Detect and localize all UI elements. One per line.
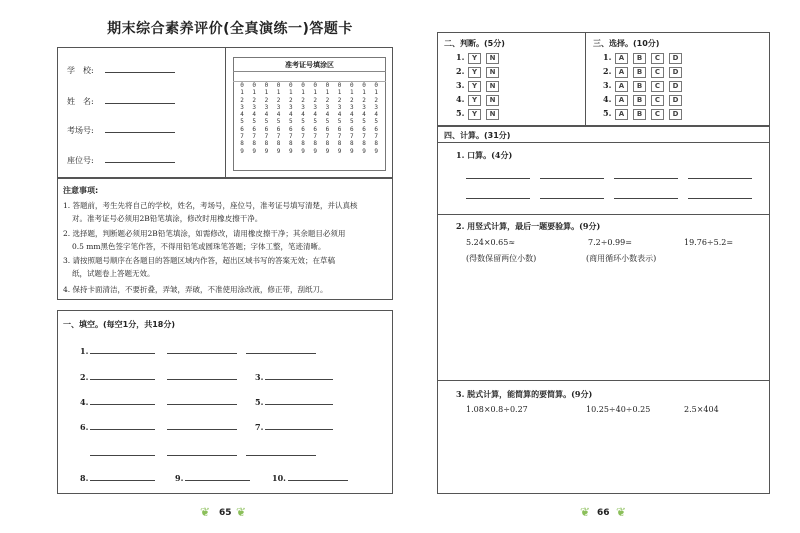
digit-column[interactable] xyxy=(236,82,248,155)
digit-bubble[interactable]: 1 xyxy=(276,89,281,97)
digit-bubble[interactable]: 0 xyxy=(276,82,281,89)
digit-bubble[interactable]: 7 xyxy=(264,133,269,141)
judge-option-y[interactable]: Y xyxy=(468,53,481,64)
admission-write-row xyxy=(233,72,386,82)
digit-bubble[interactable]: 9 xyxy=(252,147,256,155)
judge-row xyxy=(456,80,504,92)
digit-column[interactable] xyxy=(248,82,260,155)
choice-option-c[interactable]: C xyxy=(651,95,664,106)
digit-bubble[interactable]: 3 xyxy=(240,103,244,111)
digit-bubble[interactable]: 1 xyxy=(349,89,354,97)
digit-bubble[interactable]: 6 xyxy=(264,125,269,133)
digit-bubble[interactable]: 8 xyxy=(362,140,366,148)
blank-number: 6. xyxy=(80,422,89,432)
notice-line: 3. 请按照题号顺序在各题目的答题区域内作答，超出区域书写的答案无效；在草稿 xyxy=(63,256,336,265)
blank-answer[interactable] xyxy=(288,480,348,481)
digit-bubble[interactable]: 3 xyxy=(337,103,342,111)
blank-answer[interactable] xyxy=(90,480,155,481)
digit-bubble[interactable]: 5 xyxy=(252,118,256,126)
digit-bubble[interactable]: 0 xyxy=(240,82,244,89)
judge-row xyxy=(456,66,504,78)
oral-answer[interactable] xyxy=(540,178,604,179)
digit-bubble[interactable]: 2 xyxy=(313,96,317,104)
blank-answer[interactable] xyxy=(90,353,155,354)
judge-option-y[interactable]: Y xyxy=(468,67,481,78)
digit-bubble[interactable]: 8 xyxy=(276,140,281,148)
digit-bubble[interactable]: 9 xyxy=(240,147,244,155)
notice-line: 4. 保持卡面清洁，不要折叠，弄皱，弄破，不准使用涂改液，修正带，刮纸刀。 xyxy=(63,285,328,294)
judge-row-number: 5. xyxy=(456,108,465,118)
digit-bubble[interactable]: 2 xyxy=(240,96,244,104)
digit-bubble[interactable]: 1 xyxy=(313,89,317,97)
school-field[interactable] xyxy=(105,72,175,73)
judge-row-number: 2. xyxy=(456,66,465,76)
judge-option-n[interactable]: N xyxy=(486,53,499,64)
digit-bubble[interactable]: 9 xyxy=(313,147,317,155)
digit-bubble[interactable]: 2 xyxy=(374,96,378,104)
digit-bubble[interactable]: 5 xyxy=(362,118,366,126)
choice-option-a[interactable]: A xyxy=(615,109,628,120)
digit-bubble[interactable]: 9 xyxy=(276,147,281,155)
oral-answer[interactable] xyxy=(688,178,752,179)
digit-column[interactable] xyxy=(334,82,346,155)
digit-bubble[interactable]: 9 xyxy=(264,147,269,155)
digit-bubble[interactable]: 7 xyxy=(337,133,342,141)
digit-bubble[interactable]: 6 xyxy=(301,125,305,133)
digit-bubble[interactable]: 1 xyxy=(362,89,366,97)
digit-bubble[interactable]: 3 xyxy=(374,103,378,111)
blank-answer[interactable] xyxy=(167,429,237,430)
digit-bubble[interactable]: 7 xyxy=(374,133,378,141)
name-label: 姓 名: xyxy=(67,97,94,106)
digit-bubble[interactable]: 6 xyxy=(349,125,354,133)
digit-bubble[interactable]: 9 xyxy=(288,147,293,155)
vertical-calc-item: 19.76÷5.2= xyxy=(684,238,734,247)
digit-bubble[interactable]: 0 xyxy=(313,82,317,89)
notice-line: 对。准考证号必须用2B铅笔填涂，修改时用橡皮擦干净。 xyxy=(72,214,263,223)
digit-bubble[interactable]: 7 xyxy=(313,133,317,141)
calc-rule xyxy=(437,380,770,381)
blank-number: 8. xyxy=(80,473,89,483)
digit-bubble[interactable]: 9 xyxy=(362,147,366,155)
oral-answer[interactable] xyxy=(614,198,678,199)
digit-bubble[interactable]: 1 xyxy=(325,89,330,97)
seat-field[interactable] xyxy=(105,162,175,163)
notice-line: 2. 选择题，判断题必须用2B铅笔填涂，如需修改，请用橡皮擦干净；其余题目必须用 xyxy=(63,229,346,238)
leaf-icon: ❦ xyxy=(616,505,627,519)
choice-option-b[interactable]: B xyxy=(633,67,646,78)
oral-answer[interactable] xyxy=(540,198,604,199)
name-field[interactable] xyxy=(105,103,175,104)
choice-row xyxy=(603,80,687,92)
judge-row xyxy=(456,52,504,64)
digit-bubble[interactable]: 6 xyxy=(240,125,244,133)
digit-bubble[interactable]: 2 xyxy=(325,96,330,104)
room-label: 考场号: xyxy=(67,126,94,135)
digit-bubble[interactable]: 7 xyxy=(349,133,354,141)
choice-option-b[interactable]: B xyxy=(633,95,646,106)
digit-bubble[interactable]: 5 xyxy=(313,118,317,126)
digit-bubble[interactable]: 4 xyxy=(252,111,256,119)
digit-bubble[interactable]: 6 xyxy=(374,125,378,133)
choice-option-c[interactable]: C xyxy=(651,67,664,78)
calc-section xyxy=(437,126,770,494)
calc-rule xyxy=(437,142,770,143)
digit-bubble[interactable]: 8 xyxy=(301,140,305,148)
digit-bubble[interactable]: 2 xyxy=(288,96,293,104)
digit-bubble[interactable]: 4 xyxy=(374,111,378,119)
digit-bubble[interactable]: 0 xyxy=(337,82,342,89)
digit-bubble[interactable]: 3 xyxy=(362,103,366,111)
blank-answer[interactable] xyxy=(90,404,155,405)
blank-number: 1. xyxy=(80,346,89,356)
notice-line: 纸，试题卷上答题无效。 xyxy=(72,269,155,278)
judge-row-number: 3. xyxy=(456,80,465,90)
blank-answer[interactable] xyxy=(265,404,333,405)
judge-option-n[interactable]: N xyxy=(486,109,499,120)
info-divider xyxy=(225,47,226,178)
calc-rule xyxy=(437,214,770,215)
choice-option-b[interactable]: B xyxy=(633,109,646,120)
digit-bubble[interactable]: 4 xyxy=(240,111,244,119)
digit-bubble[interactable]: 8 xyxy=(374,140,378,148)
choice-option-a[interactable]: A xyxy=(615,95,628,106)
digit-bubble[interactable]: 5 xyxy=(337,118,342,126)
digit-bubble[interactable]: 7 xyxy=(252,133,256,141)
digit-bubble[interactable]: 1 xyxy=(252,89,256,97)
digit-bubble[interactable]: 6 xyxy=(337,125,342,133)
digit-bubble[interactable]: 1 xyxy=(288,89,293,97)
choice-row xyxy=(603,52,687,64)
blank-answer[interactable] xyxy=(167,404,237,405)
blank-answer[interactable] xyxy=(167,353,237,354)
blank-answer[interactable] xyxy=(185,480,250,481)
judge-option-y[interactable]: Y xyxy=(468,109,481,120)
stepwise-calc-item: 2.5×404 xyxy=(684,405,719,414)
digit-bubble[interactable]: 3 xyxy=(325,103,330,111)
digit-column[interactable] xyxy=(358,82,370,155)
choice-option-d[interactable]: D xyxy=(669,81,682,92)
judge-choice-divider xyxy=(585,32,586,126)
digit-bubble[interactable]: 3 xyxy=(288,103,293,111)
leaf-icon: ❦ xyxy=(236,505,247,519)
blank-number: 9. xyxy=(175,473,184,483)
digit-bubble[interactable]: 7 xyxy=(325,133,330,141)
choice-row xyxy=(603,66,687,78)
choice-option-a[interactable]: A xyxy=(615,67,628,78)
digit-bubble[interactable]: 0 xyxy=(362,82,366,89)
digit-bubble[interactable]: 7 xyxy=(288,133,293,141)
digit-column[interactable] xyxy=(370,82,382,155)
digit-bubble[interactable]: 8 xyxy=(240,140,244,148)
digit-bubble[interactable]: 1 xyxy=(240,89,244,97)
digit-bubble[interactable]: 0 xyxy=(264,82,269,89)
digit-bubble[interactable]: 4 xyxy=(337,111,342,119)
leaf-icon: ❦ xyxy=(580,505,591,519)
digit-bubble[interactable]: 0 xyxy=(252,82,256,89)
admission-zone-title: 准考证号填涂区 xyxy=(285,61,334,69)
seat-label: 座位号: xyxy=(67,156,94,165)
digit-column[interactable] xyxy=(297,82,309,155)
oral-answer[interactable] xyxy=(466,178,530,179)
digit-bubble[interactable]: 5 xyxy=(325,118,330,126)
digit-bubble[interactable]: 2 xyxy=(337,96,342,104)
digit-bubble[interactable]: 8 xyxy=(349,140,354,148)
judge-row-number: 1. xyxy=(456,52,465,62)
digit-bubble[interactable]: 7 xyxy=(240,133,244,141)
page-number-right: 66 xyxy=(597,508,610,518)
page-number-left: 65 xyxy=(219,508,232,518)
blank-number: 5. xyxy=(255,397,264,407)
digit-bubble[interactable]: 6 xyxy=(362,125,366,133)
digit-bubble[interactable]: 2 xyxy=(362,96,366,104)
choice-option-b[interactable]: B xyxy=(633,53,646,64)
judge-option-n[interactable]: N xyxy=(486,81,499,92)
choice-option-a[interactable]: A xyxy=(615,81,628,92)
digit-bubble[interactable]: 0 xyxy=(288,82,293,89)
digit-bubble[interactable]: 7 xyxy=(301,133,305,141)
digit-column[interactable] xyxy=(321,82,333,155)
choice-row-number: 3. xyxy=(603,80,612,90)
digit-bubble[interactable]: 8 xyxy=(288,140,293,148)
digit-bubble[interactable]: 8 xyxy=(252,140,256,148)
fill-blank-heading: 一、填空。(每空1分，共18分) xyxy=(63,320,176,329)
judge-row-number: 4. xyxy=(456,94,465,104)
choice-row-number: 4. xyxy=(603,94,612,104)
digit-bubble[interactable]: 8 xyxy=(264,140,269,148)
digit-bubble[interactable]: 9 xyxy=(349,147,354,155)
vertical-calc-item: 5.24×0.65≈ xyxy=(466,238,516,247)
digit-bubble[interactable]: 8 xyxy=(337,140,342,148)
oral-answer[interactable] xyxy=(614,178,678,179)
digit-bubble[interactable]: 2 xyxy=(276,96,281,104)
digit-bubble[interactable]: 7 xyxy=(276,133,281,141)
digit-bubble[interactable]: 4 xyxy=(325,111,330,119)
oral-answer[interactable] xyxy=(466,198,530,199)
vertical-calc-note: (得数保留两位小数) xyxy=(466,254,537,263)
digit-bubble[interactable]: 2 xyxy=(264,96,269,104)
digit-bubble[interactable]: 5 xyxy=(301,118,305,126)
digit-bubble[interactable]: 4 xyxy=(276,111,281,119)
digit-column[interactable] xyxy=(273,82,285,155)
digit-bubble[interactable]: 9 xyxy=(337,147,342,155)
choice-option-d[interactable]: D xyxy=(669,53,682,64)
blank-answer[interactable] xyxy=(167,379,237,380)
judge-option-y[interactable]: Y xyxy=(468,95,481,106)
choice-option-a[interactable]: A xyxy=(615,53,628,64)
digit-bubble[interactable]: 4 xyxy=(362,111,366,119)
room-field[interactable] xyxy=(105,132,175,133)
digit-bubble[interactable]: 4 xyxy=(288,111,293,119)
digit-bubble[interactable]: 0 xyxy=(301,82,305,89)
stepwise-calc-item: 10.25÷40÷0.25 xyxy=(586,405,651,414)
judge-option-n[interactable]: N xyxy=(486,95,499,106)
digit-bubble[interactable]: 0 xyxy=(349,82,354,89)
digit-bubble[interactable]: 3 xyxy=(276,103,281,111)
judge-heading: 二、判断。(5分) xyxy=(444,39,505,48)
blank-number: 10. xyxy=(272,473,286,483)
digit-bubble[interactable]: 6 xyxy=(276,125,281,133)
digit-bubble[interactable]: 6 xyxy=(325,125,330,133)
digit-bubble[interactable]: 7 xyxy=(362,133,366,141)
choice-option-c[interactable]: C xyxy=(651,81,664,92)
digit-column[interactable] xyxy=(260,82,272,155)
calc-heading: 四、计算。(31分) xyxy=(444,131,511,140)
page-title: 期末综合素养评价(全真演练一)答题卡 xyxy=(107,21,353,37)
digit-bubble[interactable]: 3 xyxy=(349,103,354,111)
blank-number: 4. xyxy=(80,397,89,407)
oral-calc-question: 1. 口算。(4分) xyxy=(456,150,513,160)
vertical-calc-note: (商用循环小数表示) xyxy=(586,254,657,263)
choice-row xyxy=(603,108,687,120)
digit-bubble[interactable]: 0 xyxy=(325,82,330,89)
judge-row xyxy=(456,108,504,120)
blank-answer[interactable] xyxy=(265,379,333,380)
digit-bubble[interactable]: 5 xyxy=(276,118,281,126)
digit-bubble[interactable]: 8 xyxy=(325,140,330,148)
digit-column[interactable] xyxy=(346,82,358,155)
fill-blank-section xyxy=(57,310,393,494)
choice-row-number: 5. xyxy=(603,108,612,118)
digit-bubble[interactable]: 6 xyxy=(288,125,293,133)
blank-answer[interactable] xyxy=(90,455,155,456)
digit-bubble[interactable]: 6 xyxy=(252,125,256,133)
blank-number: 2. xyxy=(80,372,89,382)
digit-bubble[interactable]: 9 xyxy=(301,147,305,155)
notice-line: 1. 答题前，考生先将自己的学校，姓名，考场号，座位号，准考证号填写清楚，并认真核 xyxy=(63,201,358,210)
digit-bubble[interactable]: 4 xyxy=(264,111,269,119)
digit-bubble[interactable]: 9 xyxy=(374,147,378,155)
digit-bubble[interactable]: 1 xyxy=(301,89,305,97)
digit-bubble[interactable]: 1 xyxy=(337,89,342,97)
blank-number: 3. xyxy=(255,372,264,382)
digit-bubble[interactable]: 2 xyxy=(301,96,305,104)
blank-answer[interactable] xyxy=(246,353,316,354)
blank-answer[interactable] xyxy=(246,455,316,456)
choice-row-number: 2. xyxy=(603,66,612,76)
digit-bubble[interactable]: 8 xyxy=(313,140,317,148)
judge-option-y[interactable]: Y xyxy=(468,81,481,92)
digit-bubble[interactable]: 0 xyxy=(374,82,378,89)
stepwise-calc-question: 3. 脱式计算，能简算的要简算。(9分) xyxy=(456,389,593,399)
oral-answer[interactable] xyxy=(688,198,752,199)
vertical-calc-question: 2. 用竖式计算，最后一题要验算。(9分) xyxy=(456,221,601,231)
digit-bubble[interactable]: 2 xyxy=(252,96,256,104)
judge-option-n[interactable]: N xyxy=(486,67,499,78)
digit-bubble[interactable]: 1 xyxy=(374,89,378,97)
digit-column[interactable] xyxy=(309,82,321,155)
blank-answer[interactable] xyxy=(265,429,333,430)
choice-row xyxy=(603,94,687,106)
digit-bubble[interactable]: 5 xyxy=(264,118,269,126)
blank-number: 7. xyxy=(255,422,264,432)
digit-bubble[interactable]: 3 xyxy=(252,103,256,111)
digit-bubble[interactable]: 3 xyxy=(301,103,305,111)
digit-bubble[interactable]: 4 xyxy=(313,111,317,119)
notice-line: 0.5 mm黑色签字笔作答，不得用铅笔或圆珠笔答题；字体工整，笔迹清晰。 xyxy=(72,242,326,251)
digit-bubble[interactable]: 4 xyxy=(301,111,305,119)
digit-bubble[interactable]: 5 xyxy=(240,118,244,126)
digit-bubble[interactable]: 5 xyxy=(349,118,354,126)
digit-bubble[interactable]: 5 xyxy=(374,118,378,126)
leaf-icon: ❦ xyxy=(200,505,211,519)
digit-bubble[interactable]: 3 xyxy=(264,103,269,111)
choice-option-c[interactable]: C xyxy=(651,109,664,120)
school-label: 学 校: xyxy=(67,66,94,75)
notice-heading: 注意事项: xyxy=(63,186,99,195)
digit-bubble[interactable]: 4 xyxy=(349,111,354,119)
digit-bubble[interactable]: 1 xyxy=(264,89,269,97)
digit-bubble[interactable]: 3 xyxy=(313,103,317,111)
choice-option-d[interactable]: D xyxy=(669,95,682,106)
choice-option-b[interactable]: B xyxy=(633,81,646,92)
vertical-calc-item: 7.2÷0.99= xyxy=(588,238,632,247)
blank-answer[interactable] xyxy=(90,379,155,380)
choice-option-c[interactable]: C xyxy=(651,53,664,64)
digit-column[interactable] xyxy=(285,82,297,155)
digit-bubble[interactable]: 6 xyxy=(313,125,317,133)
choice-heading: 三、选择。(10分) xyxy=(593,39,660,48)
digit-bubble[interactable]: 5 xyxy=(288,118,293,126)
blank-answer[interactable] xyxy=(167,455,237,456)
digit-bubble[interactable]: 2 xyxy=(349,96,354,104)
digit-bubble[interactable]: 9 xyxy=(325,147,330,155)
choice-option-d[interactable]: D xyxy=(669,67,682,78)
judge-row xyxy=(456,94,504,106)
stepwise-calc-item: 1.08×0.8÷0.27 xyxy=(466,405,528,414)
choice-option-d[interactable]: D xyxy=(669,109,682,120)
choice-row-number: 1. xyxy=(603,52,612,62)
blank-answer[interactable] xyxy=(90,429,155,430)
